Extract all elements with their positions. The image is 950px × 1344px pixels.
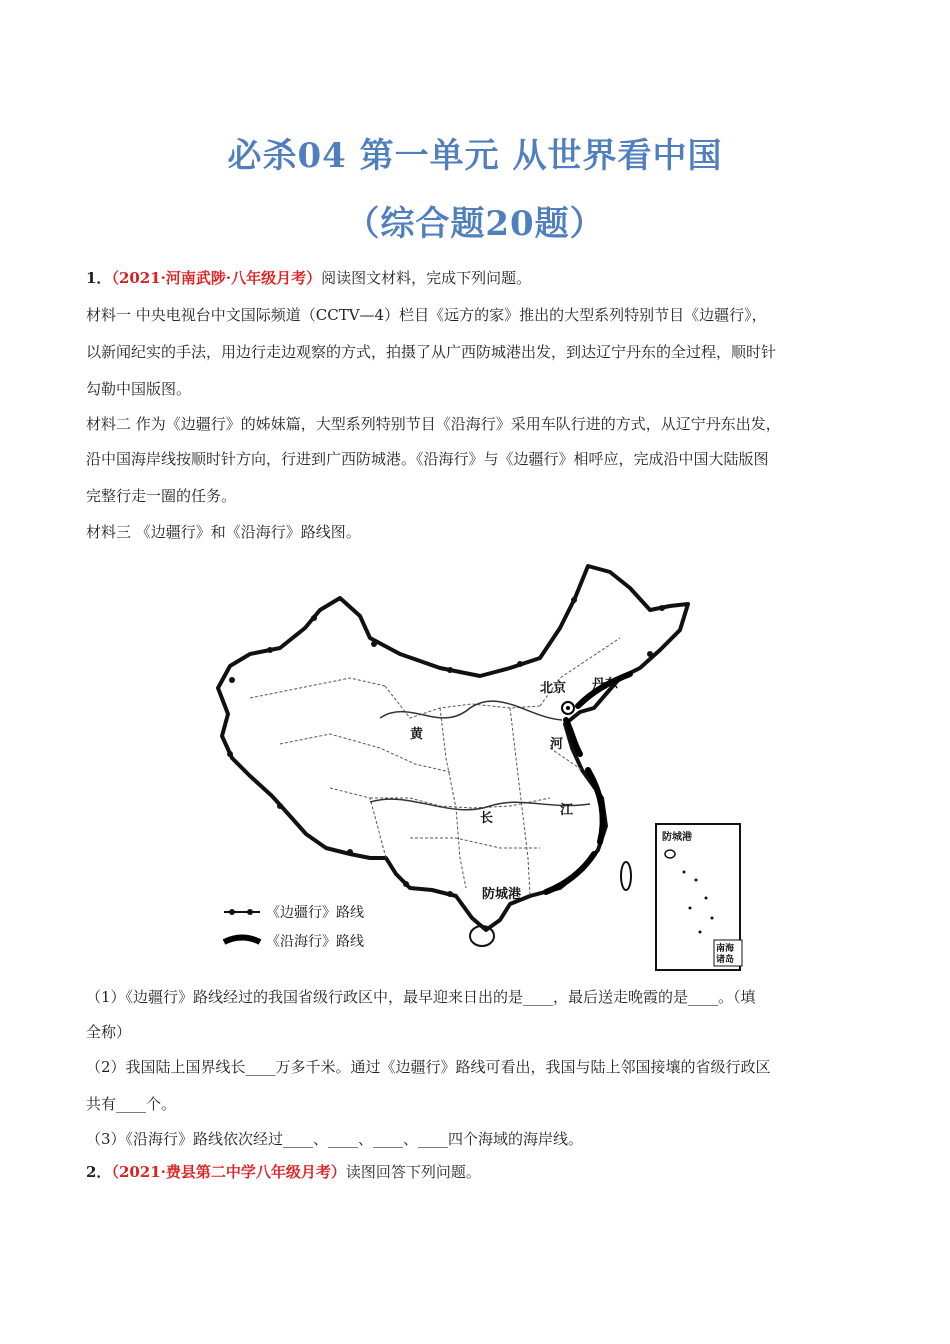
material-2-line: 沿中国海岸线按顺时针方向，行进到广西防城港。《沿海行》与《边疆行》相呼应，完成沿中国大陆版图 (86, 450, 769, 468)
map-legend (224, 904, 364, 950)
subquestion-2-line: （2）我国陆上国界线长____万多千米。通过《边疆行》路线可看出，我国与陆上邻国接壤的省级行政区 (86, 1058, 771, 1076)
frontier-route-markers (227, 597, 665, 897)
material-3-line: 材料三 《边疆行》和《沿海行》路线图。 (86, 523, 361, 541)
question-number: 1． (86, 269, 112, 287)
material-1-line: 材料一 中央电视台中文国际频道（CCTV—4）栏目《远方的家》推出的大型系列特别节目《边疆行》， (86, 306, 767, 324)
province-boundaries (250, 638, 620, 896)
taiwan-island (621, 862, 631, 890)
subquestion-1-line: （1）《边疆行》路线经过的我国省级行政区中，最早迎来日出的是____，最后送走晚霞的是____。（填 (86, 988, 756, 1006)
question-1-header (86, 267, 876, 289)
label-huang: 黄 (410, 727, 424, 742)
subquestion-3-line: （3）《沿海行》路线依次经过____、____、____、____四个海域的海岸线。 (86, 1130, 584, 1148)
beijing-marker-dot (566, 706, 570, 710)
material-2-line: 材料二 作为《边疆行》的姊妹篇，大型系列特别节目《沿海行》采用车队行进的方式，从辽宁丹东出发， (86, 415, 781, 433)
question-2-header (86, 1161, 876, 1183)
question-number: 2． (86, 1163, 112, 1181)
inset-label-zhudao: 诸岛 (716, 955, 735, 965)
question-source: （2021·费县第二中学八年级月考） (111, 1163, 346, 1181)
subquestion-2-line: 共有____个。 (86, 1095, 177, 1113)
label-he: 河 (550, 737, 564, 752)
label-chang: 长 (480, 811, 494, 826)
legend-frontier-dot (247, 909, 253, 915)
question-intro: 阅读图文材料，完成下列问题。 (321, 269, 532, 287)
china-map-figure (210, 558, 735, 972)
legend-frontier-dot (229, 909, 235, 915)
page-subtitle: （综合题20题） (345, 204, 605, 244)
china-outline (218, 566, 688, 930)
label-fangchenggang: 防城港 (482, 887, 522, 902)
label-jiang: 江 (560, 803, 574, 818)
subquestion-1-line: 全称） (86, 1023, 132, 1041)
inset-label-fangchenggang: 防城港 (662, 832, 692, 843)
question-intro: 读图回答下列问题。 (345, 1163, 481, 1181)
question-source: （2021·河南武陟·八年级月考） (111, 269, 322, 287)
south-china-sea-inset (656, 824, 742, 970)
legend-frontier-route: 《边疆行》路线 (266, 905, 364, 921)
coastal-route-line (546, 674, 630, 892)
inset-label-nanhai: 南海 (716, 944, 735, 954)
material-1-line: 以新闻纪实的手法，用边行走边观察的方式，拍摄了从广西防城港出发，到达辽宁丹东的全过程，顺时针 (86, 343, 777, 361)
route-map (210, 558, 735, 972)
label-dandong: 丹东 (592, 677, 619, 692)
page-title: 必杀04 第一单元 从世界看中国 (227, 136, 723, 176)
yellow-river (380, 701, 562, 720)
material-1-line: 勾勒中国版图。 (86, 380, 192, 398)
legend-coastal-route: 《沿海行》路线 (266, 934, 364, 950)
label-beijing: 北京 (540, 681, 567, 696)
material-2-line: 完整行走一圈的任务。 (86, 487, 237, 505)
yangtze-river (370, 799, 590, 810)
legend-coastal-line (224, 938, 260, 943)
